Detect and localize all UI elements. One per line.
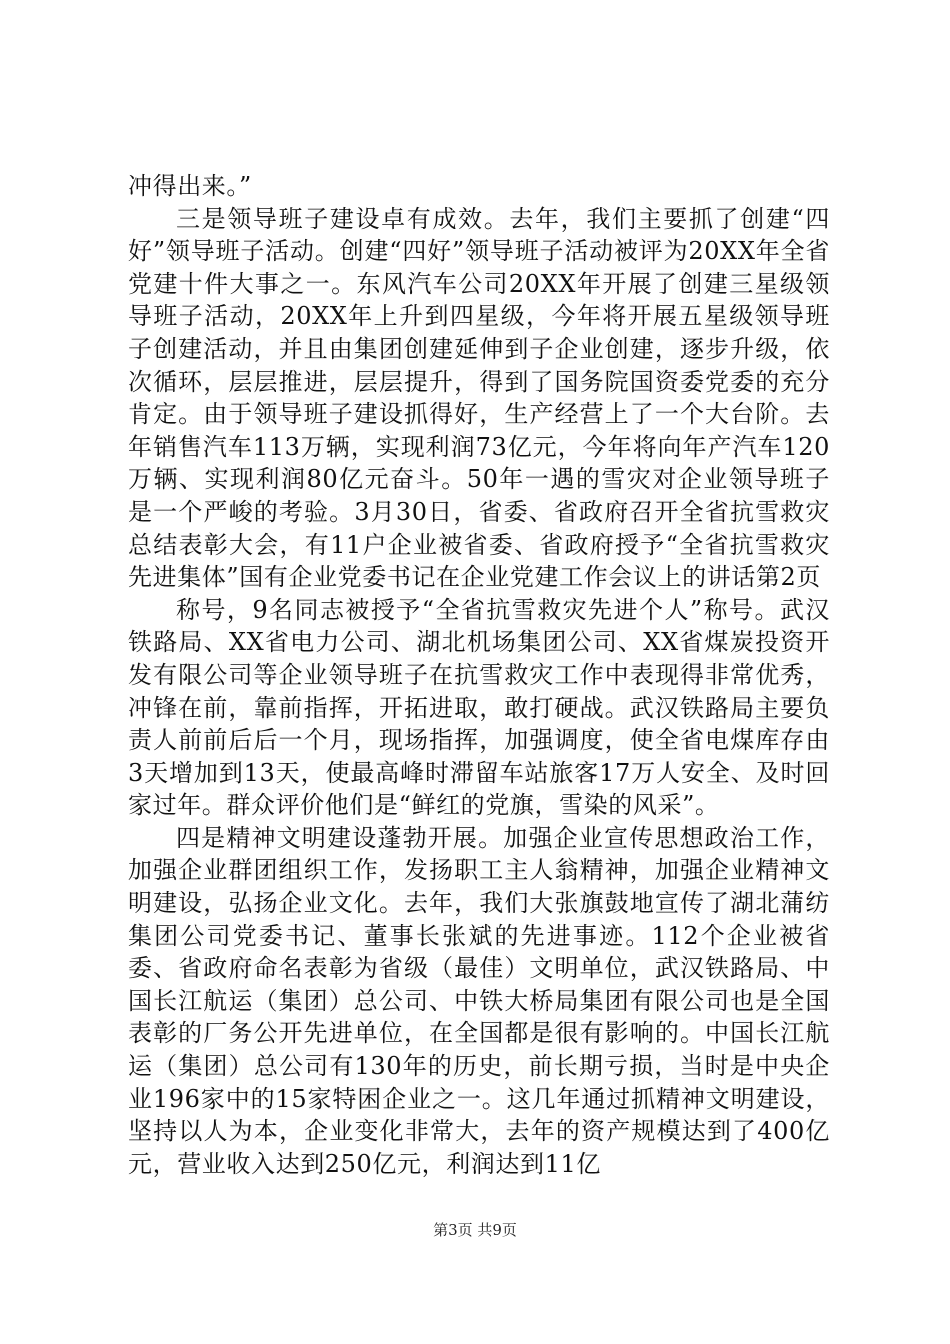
page-footer: 第3页 共9页 [433,1221,517,1239]
paragraph-continuation: 冲得出来。” [128,172,252,200]
paragraph-leadership: 三是领导班子建设卓有成效。去年，我们主要抓了创建“四好”领导班子活动。创建“四好”领导班子活动被评为20XX年全省党建十件大事之一。东风汽车公司20XX年开展了创建三星级领导班子活动，20XX年上升到四星级，今年将开展五星级领导班子创建活动，并且由集团创建延伸到子企业创建，逐步升级，依次循环，层层推进，层层提升，得到了国务院国资委党委的充分肯定。由于领导班子建设抓得好，生产经营上了一个大台阶。去年销售汽车113万辆，实现利润73亿元，今年将向年产汽车120万辆、实现利润80亿元奋斗。50年一遇的雪灾对企业领导班子是一个严峻的考验。3月30日，省委、省政府召开全省抗雪救灾总结表彰大会，有11户企业被省委、省政府授予“全省抗雪救灾先进集体”国有企业党委书记在企业党建工作会议上的讲话第2页 [128,204,830,592]
paragraph-spiritual-civilization: 四是精神文明建设蓬勃开展。加强企业宣传思想政治工作，加强企业群团组织工作，发扬职工主人翁精神，加强企业精神文明建设，弘扬企业文化。去年，我们大张旗鼓地宣传了湖北蒲纺集团公司党委书记、董事长张斌的先进事迹。112个企业被省委、省政府命名表彰为省级（最佳）文明单位，武汉铁路局、中国长江航运（集团）总公司、中铁大桥局集团有限公司也是全国表彰的厂务公开先进单位，在全国都是很有影响的。中国长江航运（集团）总公司有130年的历史，前长期亏损，当时是中央企业196家中的15家特困企业之一。这几年通过抓精神文明建设，坚持以人为本，企业变化非常大，去年的资产规模达到了400亿元，营业收入达到250亿元，利润达到11亿 [128,823,830,1178]
document-body [128,170,830,1180]
paragraph-snow-disaster: 称号，9名同志被授予“全省抗雪救灾先进个人”称号。武汉铁路局、XX省电力公司、湖北机场集团公司、XX省煤炭投资开发有限公司等企业领导班子在抗雪救灾工作中表现得非常优秀，冲锋在前，靠前指挥，开拓进取，敢打硬战。武汉铁路局主要负责人前前后后一个月，现场指挥，加强调度，使全省电煤库存由3天增加到13天，使最高峰时滞留车站旅客17万人安全、及时回家过年。群众评价他们是“鲜红的党旗，雪染的风采”。 [128,595,830,820]
